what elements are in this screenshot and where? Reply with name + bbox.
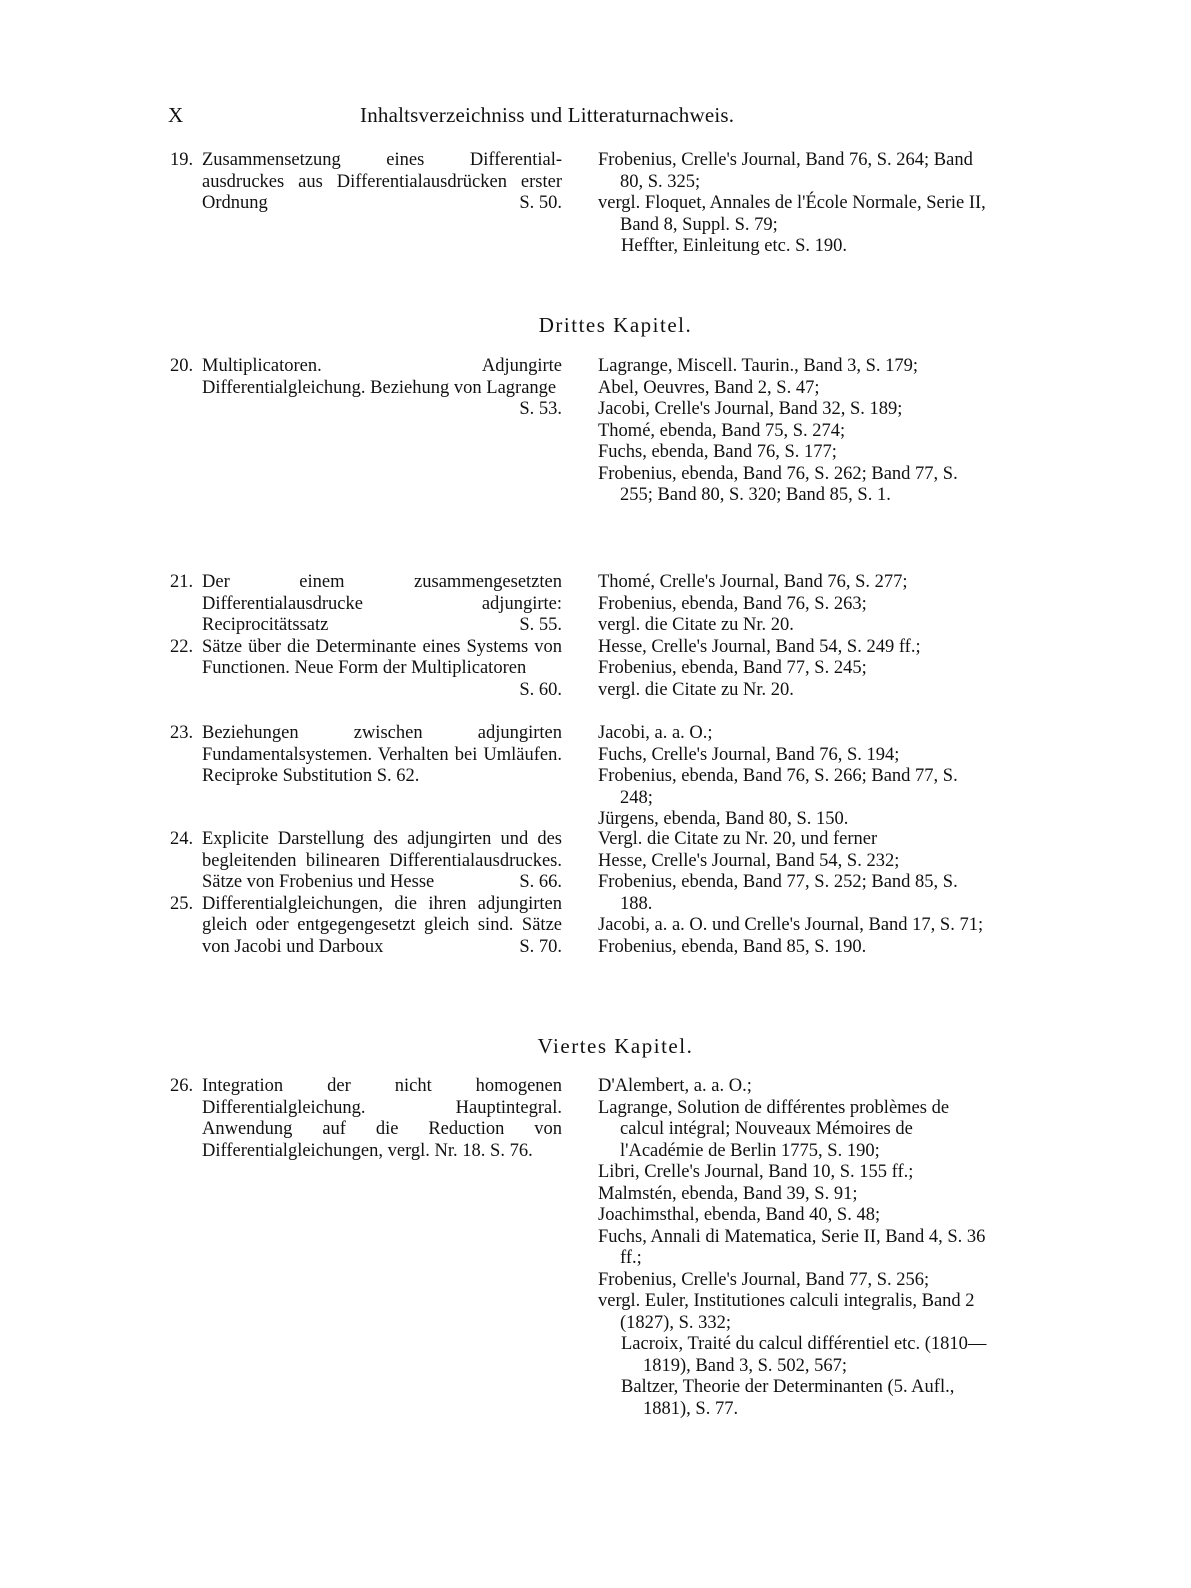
entry-number: 26. xyxy=(170,1076,194,1096)
reference: Heffter, Einleitung etc. S. 190. xyxy=(621,236,848,256)
reference-list xyxy=(598,150,990,258)
reference: Thomé, ebenda, Band 75, S. 274; xyxy=(598,420,846,441)
reference: Baltzer, Theorie der Determinanten (5. Aufl., 1881), S. 77. xyxy=(621,1377,955,1419)
entry-title: Explicite Darstellung des adjungirten und des begleitenden bilinearen Differentialausdruckes. Sätze von Frobenius und Hesse xyxy=(202,829,562,892)
entry-number: 21. xyxy=(170,572,194,592)
entry-page: S. 60. xyxy=(519,679,562,700)
reference: Jacobi, a. a. O. und Crelle's Journal, Band 17, S. 71; xyxy=(598,915,984,935)
toc-entry xyxy=(170,1076,562,1162)
running-title: Inhaltsverzeichniss und Litteraturnachweis. xyxy=(360,103,735,127)
entry-title: Beziehungen zwischen adjungirten Fundamentalsystemen. Verhalten bei Umläufen. Reciproke Substitution xyxy=(202,723,562,786)
chapter-heading xyxy=(0,1034,1191,1059)
entry-title: Differentialgleichungen, die ihren adjungirten gleich oder entgegengesetzt gleich sind. Sätze von Jacobi und Darboux xyxy=(202,893,562,957)
reference: vergl. die Citate zu Nr. 20. xyxy=(598,615,794,635)
reference: Frobenius, ebenda, Band 77, S. 252; Band 85, S. 188. xyxy=(598,872,958,914)
reference: Frobenius, Crelle's Journal, Band 77, S. 256; xyxy=(598,1269,930,1290)
reference: Jürgens, ebenda, Band 80, S. 150. xyxy=(598,809,849,829)
entry-page: S. 66. xyxy=(519,872,562,892)
reference: Fuchs, Annali di Matematica, Serie II, Band 4, S. 36 ff.; xyxy=(598,1226,986,1268)
entry-page: S. 76. xyxy=(490,1140,533,1161)
chapter-title: Drittes Kapitel. xyxy=(538,313,693,337)
entry-page: S. 62. xyxy=(376,766,420,786)
toc-entries xyxy=(170,829,562,958)
reference: Thomé, Crelle's Journal, Band 76, S. 277; xyxy=(598,572,908,592)
entry-title: Zusammensetzung eines Differential-ausdruckes aus Differentialausdrücken erster Ordnung xyxy=(202,150,562,213)
page-number: X xyxy=(168,103,184,127)
running-header xyxy=(0,103,1191,129)
reference-list xyxy=(598,572,990,701)
reference-list xyxy=(598,829,990,958)
reference: Frobenius, Crelle's Journal, Band 76, S. 264; Band 80, S. 325; xyxy=(598,150,973,192)
entry-title: Der einem zusammengesetzten Differentialausdrucke adjungirte: Reciprocitätssatz xyxy=(202,572,562,635)
entry-number: 23. xyxy=(170,723,194,743)
reference: Lagrange, Miscell. Taurin., Band 3, S. 179; xyxy=(598,356,919,376)
chapter-heading xyxy=(0,313,1191,338)
reference: vergl. Floquet, Annales de l'École Normale, Serie II, Band 8, Suppl. S. 79; xyxy=(598,193,986,235)
toc-entry xyxy=(170,723,562,788)
reference: Frobenius, ebenda, Band 76, S. 266; Band 77, S. 248; xyxy=(598,766,958,808)
reference: Jacobi, a. a. O.; xyxy=(598,723,713,743)
reference-list xyxy=(598,356,990,507)
reference: Fuchs, Crelle's Journal, Band 76, S. 194; xyxy=(598,744,900,765)
reference: Hesse, Crelle's Journal, Band 54, S. 232; xyxy=(598,850,900,871)
entry-page: S. 55. xyxy=(519,615,562,635)
entry-title: Multiplicatoren. Adjungirte Differentialgleichung. Beziehung von Lagrange xyxy=(202,356,562,398)
reference: vergl. Euler, Institutiones calculi integralis, Band 2 (1827), S. 332; xyxy=(598,1291,975,1333)
chapter-title: Viertes Kapitel. xyxy=(537,1034,694,1058)
toc-entry xyxy=(170,829,562,894)
entry-number: 25. xyxy=(170,893,194,914)
entry-page: S. 53. xyxy=(519,399,562,419)
reference-list xyxy=(598,723,990,831)
entry-page: S. 50. xyxy=(519,193,562,213)
toc-entry xyxy=(170,150,562,215)
toc-entry xyxy=(170,572,562,637)
entry-page: S. 70. xyxy=(519,936,562,957)
toc-entry xyxy=(170,894,562,959)
reference: D'Alembert, a. a. O.; xyxy=(598,1076,752,1096)
reference: Lagrange, Solution de différentes problèmes de calcul intégral; Nouveaux Mémoires de l'Académie de Berlin 1775, S. 190; xyxy=(598,1097,950,1161)
section-26 xyxy=(170,1076,990,1420)
reference-list xyxy=(598,1076,990,1420)
reference: Fuchs, ebenda, Band 76, S. 177; xyxy=(598,442,837,462)
toc-entry xyxy=(170,356,562,421)
section-21-22 xyxy=(170,572,990,701)
toc-entry xyxy=(170,637,562,702)
reference: Frobenius, ebenda, Band 76, S. 262; Band 77, S. 255; Band 80, S. 320; Band 85, S. 1. xyxy=(598,463,958,505)
section-24-25 xyxy=(170,829,990,958)
reference: Hesse, Crelle's Journal, Band 54, S. 249 ff.; xyxy=(598,636,921,657)
section-23 xyxy=(170,723,990,831)
reference: Libri, Crelle's Journal, Band 10, S. 155 ff.; xyxy=(598,1162,914,1182)
entry-number: 22. xyxy=(170,636,194,657)
section-19 xyxy=(170,150,990,258)
entry-title: Integration der nicht homogenen Differentialgleichung. Hauptintegral. Anwendung auf die Reduction von Differentialgleichungen, vergl. Nr. 18. xyxy=(202,1076,562,1161)
reference: Frobenius, ebenda, Band 77, S. 245; xyxy=(598,658,867,678)
entry-number: 19. xyxy=(170,150,194,170)
reference: Vergl. die Citate zu Nr. 20, und ferner xyxy=(598,829,878,849)
reference: vergl. die Citate zu Nr. 20. xyxy=(598,679,794,700)
entry-number: 20. xyxy=(170,356,194,376)
reference: Lacroix, Traité du calcul différentiel etc. (1810—1819), Band 3, S. 502, 567; xyxy=(621,1334,987,1376)
entry-title: Sätze über die Determinante eines Systems von Functionen. Neue Form der Multiplicatoren xyxy=(202,636,562,678)
reference: Frobenius, ebenda, Band 76, S. 263; xyxy=(598,593,867,614)
reference: Joachimsthal, ebenda, Band 40, S. 48; xyxy=(598,1205,881,1225)
toc-entries xyxy=(170,572,562,701)
section-20 xyxy=(170,356,990,507)
reference: Frobenius, ebenda, Band 85, S. 190. xyxy=(598,936,867,957)
reference: Jacobi, Crelle's Journal, Band 32, S. 189; xyxy=(598,399,903,419)
reference: Malmstén, ebenda, Band 39, S. 91; xyxy=(598,1183,858,1204)
reference: Abel, Oeuvres, Band 2, S. 47; xyxy=(598,377,820,398)
entry-number: 24. xyxy=(170,829,194,849)
